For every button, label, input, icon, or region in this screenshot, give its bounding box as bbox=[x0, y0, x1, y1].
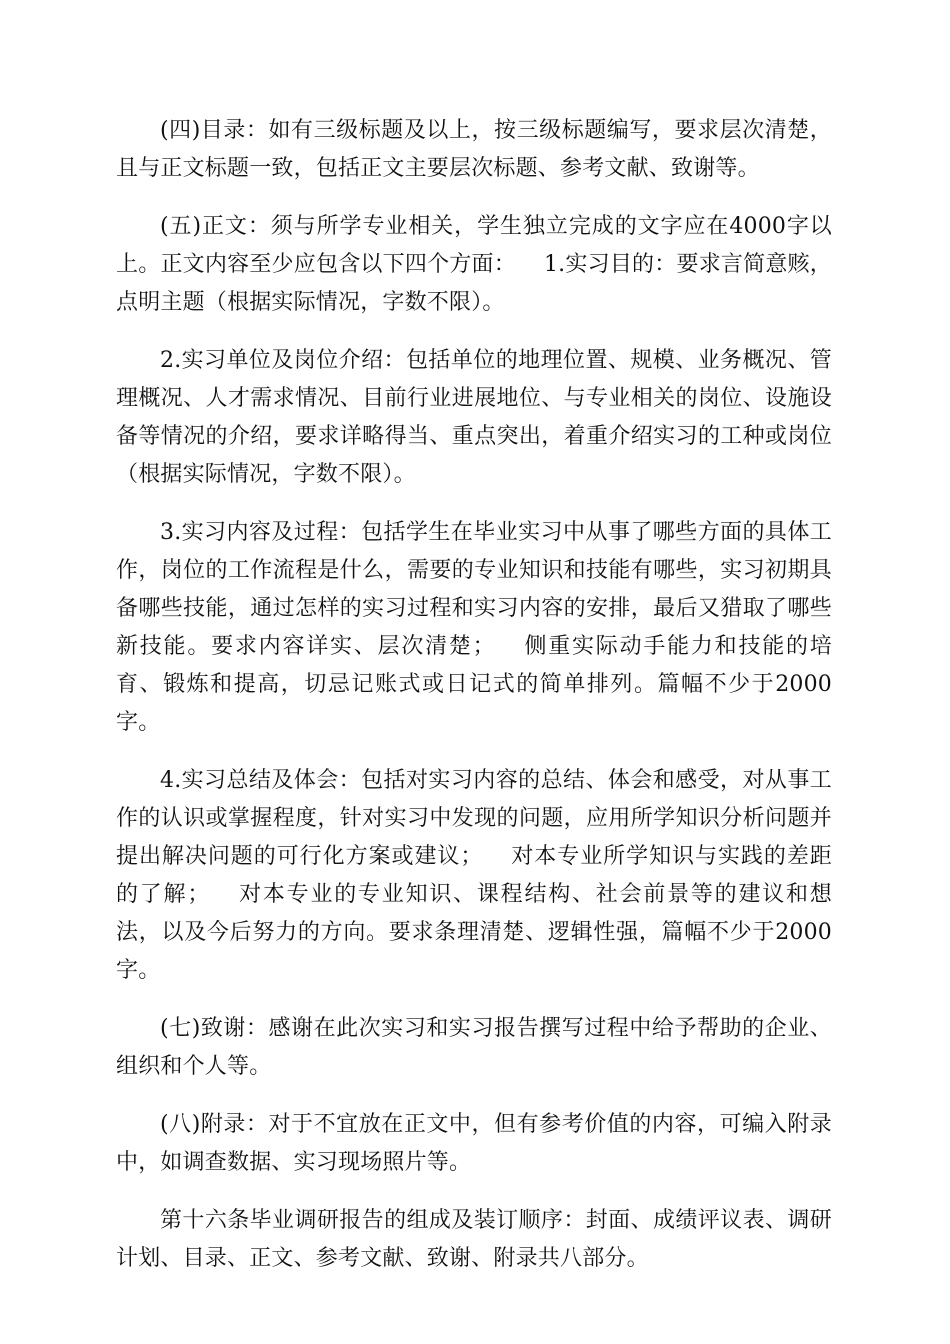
paragraph-text: 对本专业的专业知识、课程结构、社会前景等的建议和想法，以及今后努力的方向。要求条理清楚、逻辑性强，篇幅不少于2000字。 bbox=[116, 882, 832, 983]
paragraph-text: (八)附录：对于不宜放在正文中，但有参考价值的内容，可编入附录中，如调查数据、实习现场照片等。 bbox=[116, 1112, 832, 1175]
paragraph-text: 第十六条毕业调研报告的组成及装订顺序：封面、成绩评议表、调研计划、目录、正文、参考文献、致谢、附录共八部分。 bbox=[116, 1208, 832, 1271]
paragraph-article-16 bbox=[116, 1202, 832, 1278]
paragraph-text: 3.实习内容及过程：包括学生在毕业实习中从事了哪些方面的具体工作，岗位的工作流程是什么，需要的专业知识和技能有哪些，实习初期具备哪些技能，通过怎样的实习过程和实习内容的安排，最后又猎取了哪些新技能。要求内容详实、层次清楚； bbox=[116, 520, 832, 659]
paragraph-text: 2.实习单位及岗位介绍：包括单位的地理位置、规模、业务概况、管理概况、人才需求情况、目前行业进展地位、与专业相关的岗位、设施设备等情况的介绍，要求详略得当、重点突出，着重介绍实习的工种或岗位（根据实际情况，字数不限）。 bbox=[116, 348, 832, 487]
paragraph-acknowledgement bbox=[116, 1010, 832, 1086]
paragraph-internship-content bbox=[116, 514, 832, 742]
paragraph-appendix bbox=[116, 1106, 832, 1182]
paragraph-text: 1.实习目的：要求言简意赅，点明主题（根据实际情况，字数不限）。 bbox=[116, 252, 832, 315]
paragraph-main-text bbox=[116, 208, 832, 322]
paragraph-text: 侧重实际动手能力和技能的培育、锻炼和提高，切忌记账式或日记式的简单排列。篇幅不少于2000字。 bbox=[116, 634, 832, 735]
paragraph-text: 对本专业所学知识与实践的差距的了解； bbox=[116, 844, 832, 907]
paragraph-text: (五)正文：须与所学专业相关，学生独立完成的文字应在4000字以上。正文内容至少应包含以下四个方面： bbox=[116, 214, 832, 277]
paragraph-internship-summary bbox=[116, 762, 832, 990]
paragraph-text: (四)目录：如有三级标题及以上，按三级标题编写，要求层次清楚，且与正文标题一致，包括正文主要层次标题、参考文献、致谢等。 bbox=[116, 118, 832, 181]
paragraph-internship-unit bbox=[116, 342, 832, 494]
paragraph-text: 4.实习总结及体会：包括对实习内容的总结、体会和感受，对从事工作的认识或掌握程度，针对实习中发现的问题，应用所学知识分析问题并提出解决问题的可行化方案或建议； bbox=[116, 768, 832, 869]
document-body bbox=[116, 112, 832, 1298]
paragraph-table-of-contents bbox=[116, 112, 832, 188]
paragraph-text: (七)致谢：感谢在此次实习和实习报告撰写过程中给予帮助的企业、组织和个人等。 bbox=[116, 1016, 832, 1079]
